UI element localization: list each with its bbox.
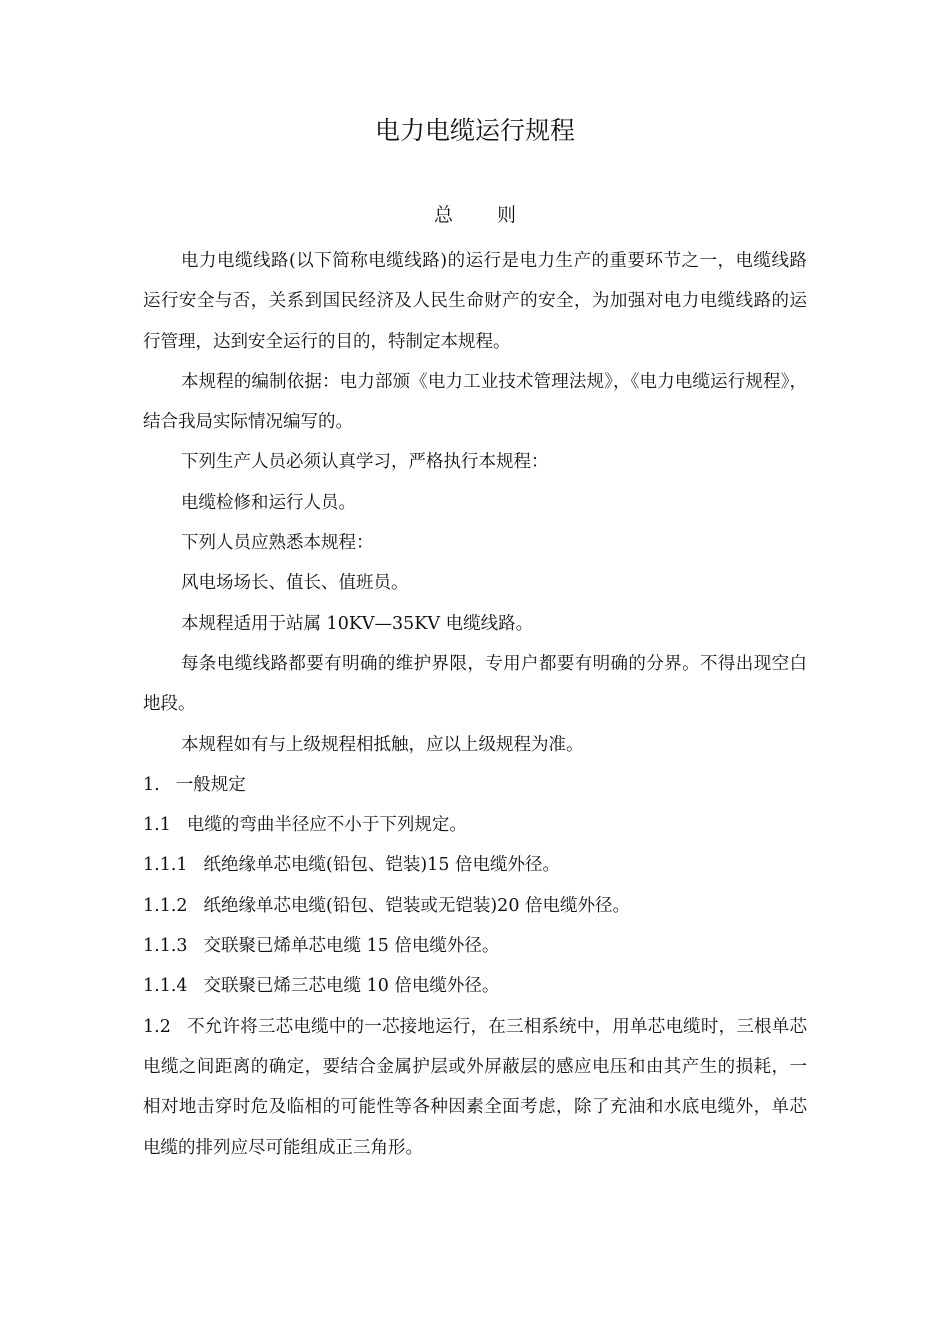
- numbered-paragraph: [143, 966, 807, 1006]
- paragraph-text: 纸绝缘单芯电缆(铅包、铠装或无铠装)20 倍电缆外径。: [203, 895, 631, 916]
- paragraph: [143, 644, 807, 725]
- section-number: 1.1.2: [143, 895, 188, 916]
- paragraph-text: 风电场场长、值长、值班员。: [181, 573, 409, 594]
- paragraph-text: 交联聚已烯单芯电缆 15 倍电缆外径。: [203, 936, 500, 957]
- paragraph-text: 交联聚已烯三芯电缆 10 倍电缆外径。: [203, 976, 500, 997]
- paragraph: [143, 483, 807, 523]
- document-title: 电力电缆运行规程: [374, 116, 575, 145]
- section-number: 1.1: [143, 815, 171, 836]
- numbered-paragraph: [143, 926, 807, 966]
- numbered-paragraph: [143, 886, 807, 926]
- numbered-paragraph: [143, 765, 807, 805]
- paragraph: [143, 241, 807, 362]
- section-number: 1.2: [143, 1016, 171, 1037]
- section-title: 总则: [433, 204, 560, 226]
- paragraph-text: 每条电缆线路都要有明确的维护界限，专用户都要有明确的分界。不得出现空白地段。: [143, 653, 807, 715]
- document-body: [143, 241, 807, 1168]
- numbered-paragraph: [143, 805, 807, 845]
- section-number: 1.1.4: [143, 976, 188, 997]
- section-number: 1.: [143, 774, 160, 795]
- numbered-paragraph: [143, 845, 807, 885]
- paragraph-text: 本规程的编制依据：电力部颁《电力工业技术管理法规》，《电力电缆运行规程》，结合我局实际情况编写的。: [143, 371, 807, 433]
- numbered-paragraph: [143, 1007, 807, 1168]
- paragraph: [143, 725, 807, 765]
- paragraph-text: 不允许将三芯电缆中的一芯接地运行，在三相系统中，用单芯电缆时，三根单芯电缆之间距离的确定，要结合金属护层或外屏蔽层的感应电压和由其产生的损耗，一相对地击穿时危及临相的可能性等各种因素全面考虑，除了充油和水底电缆外，单芯电缆的排列应尽可能组成正三角形。: [143, 1016, 807, 1158]
- paragraph: [143, 563, 807, 603]
- section-number: 1.1.3: [143, 936, 188, 957]
- paragraph-text: 电缆检修和运行人员。: [181, 492, 356, 513]
- paragraph-text: 下列人员应熟悉本规程：: [181, 533, 374, 554]
- paragraph: [143, 362, 807, 443]
- paragraph-text: 纸绝缘单芯电缆(铅包、铠装)15 倍电缆外径。: [203, 855, 561, 876]
- paragraph-text: 下列生产人员必须认真学习，严格执行本规程：: [181, 452, 549, 473]
- paragraph: [143, 604, 807, 644]
- paragraph-text: 本规程适用于站属 10KV—35KV 电缆线路。: [181, 613, 534, 634]
- paragraph-text: 电力电缆线路(以下简称电缆线路)的运行是电力生产的重要环节之一，电缆线路运行安全与否，关系到国民经济及人民生命财产的安全，为加强对电力电缆线路的运行管理，达到安全运行的目的，特制定本规程。: [143, 251, 807, 352]
- paragraph-text: 一般规定: [175, 774, 246, 795]
- paragraph: [143, 442, 807, 482]
- paragraph-text: 本规程如有与上级规程相抵触，应以上级规程为准。: [181, 734, 584, 755]
- section-number: 1.1.1: [143, 855, 188, 876]
- paragraph-text: 电缆的弯曲半径应不小于下列规定。: [186, 815, 467, 836]
- paragraph: [143, 523, 807, 563]
